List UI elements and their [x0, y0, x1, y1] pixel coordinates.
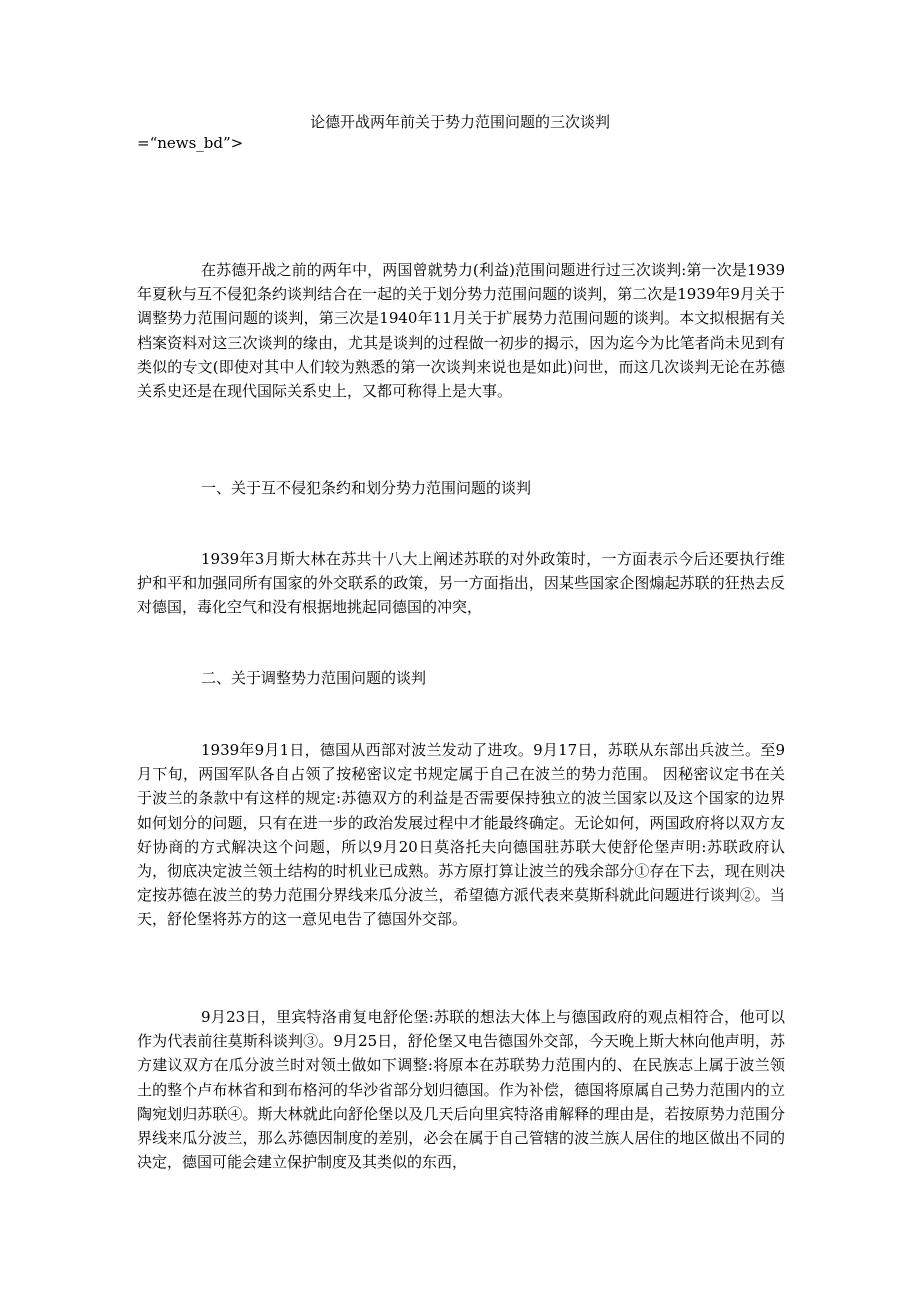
- intro-paragraph: 在苏德开战之前的两年中，两国曾就势力(利益)范围问题进行过三次谈判:第一次是1939年夏秋与互不侵犯条约谈判结合在一起的关于划分势力范围问题的谈判，第二次是1939年9月关于调整势力范围问题的谈判，第三次是1940年11月关于扩展势力范围问题的谈判。本文拟根据有关档案资料对这三次谈判的缘由，尤其是谈判的过程做一初步的揭示，因为迄今为比笔者尚未见到有类似的专文(即使对其中人们较为熟悉的第一次谈判来说也是如此)问世，而这几次谈判无论在苏德关系史还是在现代国际关系史上，又都可称得上是大事。: [137, 261, 785, 401]
- stray-markup-text: =“news_bd”>: [137, 134, 244, 152]
- document-title: 论德开战两年前关于势力范围问题的三次谈判: [309, 113, 610, 131]
- section2-paragraph-2: 9月23日，里宾特洛甫复电舒伦堡:苏联的想法大体上与德国政府的观点相符合，他可以作为代表前往莫斯科谈判③。9月25日，舒伦堡又电告德国外交部，今天晚上斯大林向他声明，苏方建议双方在瓜分波兰时对领土做如下调整:将原本在苏联势力范围内的、在民族志上属于波兰领土的整个卢布林省和到布格河的华沙省部分划归德国。作为补偿，德国将原属自己势力范围内的立陶宛划归苏联④。斯大林就此向舒伦堡以及几天后向里宾特洛甫解释的理由是，若按原势力范围分界线来瓜分波兰，那么苏德因制度的差别，必会在属于自己管辖的波兰族人居住的地区做出不同的决定，德国可能会建立保护制度及其类似的东西，: [137, 1008, 785, 1172]
- section1-paragraph: 1939年3月斯大林在苏共十八大上阐述苏联的对外政策时，一方面表示今后还要执行维护和平和加强同所有国家的外交联系的政策，另一方面指出，因某些国家企图煽起苏联的狂热去反对德国，毒化空气和没有根据地挑起同德国的冲突，: [137, 550, 785, 617]
- section2-paragraph-1: 1939年9月1日，德国从西部对波兰发动了进攻。9月17日，苏联从东部出兵波兰。至9月下旬，两国军队各自占领了按秘密议定书规定属于自己在波兰的势力范围。 因秘密议定书在关于波兰的条款中有这样的规定:苏德双方的利益是否需要保持独立的波兰国家以及这个国家的边界如何划分的问题，只有在进一步的政治发展过程中才能最终确定。无论如何，两国政府将以双方友好协商的方式解决这个问题，所以9月20日莫洛托夫向德国驻苏联大使舒伦堡声明:苏联政府认为，彻底决定波兰领土结构的时机业已成熟。苏方原打算让波兰的残余部分①存在下去，现在则决定按苏德在波兰的势力范围分界线来瓜分波兰，希望德方派代表来莫斯科就此问题进行谈判②。当天，舒伦堡将苏方的这一意见电告了德国外交部。: [137, 741, 785, 929]
- section2-heading: 二、关于调整势力范围问题的谈判: [201, 669, 427, 687]
- section1-heading: 一、关于互不侵犯条约和划分势力范围问题的谈判: [201, 479, 532, 497]
